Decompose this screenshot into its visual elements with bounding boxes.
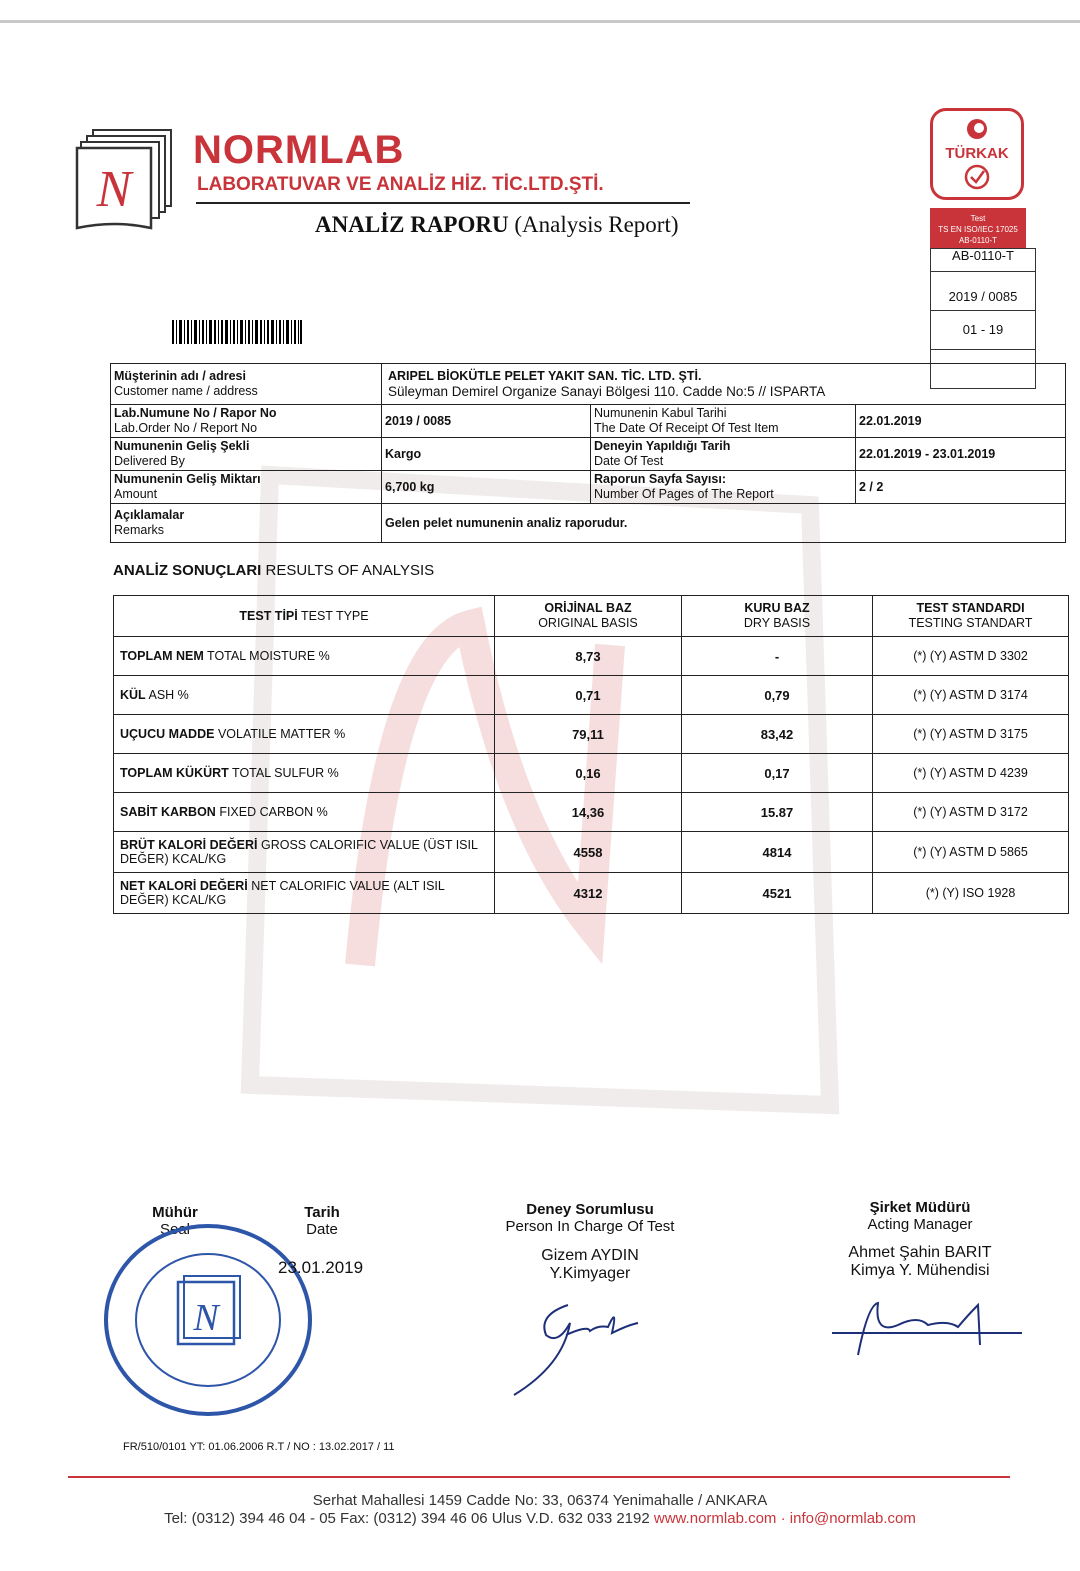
form-code: FR/510/0101 YT: 01.06.2006 R.T / NO : 13.02.2017 / 11 — [123, 1441, 395, 1453]
results-title-en: RESULTS OF ANALYSIS — [265, 562, 435, 579]
pages-label-en: Number Of Pages of The Report — [594, 487, 774, 501]
customer-name: ARIPEL BİOKÜTLE PELET YAKIT SAN. TİC. LTD. ŞTİ. — [388, 368, 702, 383]
row-name-en: TOTAL MOISTURE % — [207, 649, 330, 663]
table-row — [114, 754, 1069, 793]
phone-fax: Tel: (0312) 394 46 04 - 05 Fax: (0312) 394 46 06 Ulus V.D. 632 033 2192 — [164, 1510, 650, 1527]
col-test-standard — [873, 596, 1069, 637]
testdate-label-tr: Deneyin Yapıldığı Tarih — [594, 439, 731, 453]
row-name-en: NET CALORIFIC VALUE (ALT ISIL DEĞER) KCAL/KG — [120, 879, 445, 907]
info-row-delivered — [111, 438, 1066, 471]
info-row-customer — [111, 364, 1066, 405]
order-label — [111, 405, 382, 438]
row-test-name — [114, 715, 495, 754]
testdate-value: 22.01.2019 - 23.01.2019 — [856, 438, 1066, 471]
receipt-label-tr: Numunenin Kabul Tarihi — [594, 406, 727, 420]
tester-role-en: Person In Charge Of Test — [505, 1218, 675, 1235]
results-table — [113, 595, 1069, 914]
top-border — [0, 20, 1080, 23]
results-section-title — [113, 562, 434, 579]
col-original-en: ORIGINAL BASIS — [538, 616, 638, 630]
pages-label — [591, 471, 856, 504]
row-standard: (*) (Y) ASTM D 3172 — [873, 793, 1069, 832]
manager-signature — [828, 1295, 1028, 1360]
row-name-tr: TOPLAM KÜKÜRT — [120, 766, 229, 780]
col-standard-tr: TEST STANDARDI — [916, 601, 1025, 615]
row-name-tr: NET KALORİ DEĞERİ — [120, 879, 248, 893]
report-title-en: (Analysis Report) — [514, 212, 679, 237]
info-row-amount — [111, 471, 1066, 504]
barcode-icon — [172, 320, 302, 344]
testdate-label — [591, 438, 856, 471]
row-test-name — [114, 873, 495, 914]
tester-name: Gizem AYDIN — [541, 1247, 639, 1264]
date-label-en: Date — [306, 1221, 338, 1238]
accreditation-code: AB-0110-T — [931, 249, 1035, 272]
email-link[interactable]: info@normlab.com — [789, 1510, 916, 1527]
accreditation-page-code: 01 - 19 — [931, 311, 1035, 350]
row-dry: 15.87 — [682, 793, 873, 832]
row-standard: (*) (Y) ISO 1928 — [873, 873, 1069, 914]
row-standard: (*) (Y) ASTM D 5865 — [873, 832, 1069, 873]
customer-label-tr: Müşterinin adı / adresi — [114, 369, 246, 383]
remarks-label — [111, 504, 382, 543]
tester-signature — [508, 1295, 648, 1400]
row-name-tr: BRÜT KALORİ DEĞERİ — [120, 838, 258, 852]
report-date: 23.01.2019 — [278, 1258, 364, 1277]
row-standard: (*) (Y) ASTM D 3175 — [873, 715, 1069, 754]
customer-address: Süleyman Demirel Organize Sanayi Bölgesi 110. Cadde No:5 // ISPARTA — [388, 383, 826, 399]
turkak-logo-text: TÜRKAK — [945, 145, 1009, 162]
remarks-label-tr: Açıklamalar — [114, 508, 185, 522]
customer-info-table — [110, 363, 1066, 543]
footer-divider — [68, 1476, 1010, 1478]
manager-title: Kimya Y. Mühendisi — [850, 1262, 990, 1279]
report-title — [315, 212, 679, 238]
col-test-type-tr: TEST TİPİ — [239, 608, 298, 623]
row-dry: 83,42 — [682, 715, 873, 754]
row-dry: 0,17 — [682, 754, 873, 793]
order-label-en: Lab.Order No / Report No — [114, 421, 258, 435]
date-label-tr: Tarih — [304, 1204, 340, 1221]
customer-label-en: Customer name / address — [114, 384, 258, 398]
table-row — [114, 676, 1069, 715]
row-original: 79,11 — [495, 715, 682, 754]
company-stamp-icon — [100, 1220, 316, 1420]
amount-label — [111, 471, 382, 504]
tester-role — [490, 1201, 690, 1235]
col-dry-tr: KURU BAZ — [744, 601, 810, 615]
row-dry: 0,79 — [682, 676, 873, 715]
row-name-en: FIXED CARBON % — [219, 805, 328, 819]
remarks-label-en: Remarks — [114, 523, 165, 537]
company-name: LABORATUVAR VE ANALİZ HİZ. TİC.LTD.ŞTİ. — [197, 174, 604, 195]
manager-role-en: Acting Manager — [867, 1216, 973, 1233]
brand-name: NORMLAB — [193, 128, 405, 172]
seal-label-en: Seal — [159, 1221, 191, 1238]
report-title-tr: ANALİZ RAPORU — [315, 212, 509, 237]
row-dry: 4814 — [682, 832, 873, 873]
receipt-value: 22.01.2019 — [856, 405, 1066, 438]
row-test-name — [114, 676, 495, 715]
accreditation-code-small: AB-0110-T — [958, 236, 998, 245]
table-row — [114, 873, 1069, 914]
col-test-type-en: TEST TYPE — [300, 608, 369, 623]
receipt-label — [591, 405, 856, 438]
seal-label-tr: Mühür — [152, 1204, 198, 1221]
delivered-label-en: Delivered By — [114, 454, 185, 468]
svg-text:N: N — [193, 1297, 219, 1339]
tester-role-tr: Deney Sorumlusu — [526, 1201, 654, 1218]
order-label-tr: Lab.Numune No / Rapor No — [114, 406, 277, 420]
order-value: 2019 / 0085 — [382, 405, 591, 438]
row-standard: (*) (Y) ASTM D 3302 — [873, 637, 1069, 676]
manager-name: Ahmet Şahin BARIT — [848, 1244, 992, 1261]
amount-label-en: Amount — [114, 487, 158, 501]
row-standard: (*) (Y) ASTM D 4239 — [873, 754, 1069, 793]
row-original: 0,16 — [495, 754, 682, 793]
col-dry-en: DRY BASIS — [743, 616, 811, 630]
delivered-label — [111, 438, 382, 471]
company-address: Serhat Mahallesi 1459 Cadde No: 33, 06374 Yenimahalle / ANKARA — [312, 1492, 768, 1509]
receipt-label-en: The Date Of Receipt Of Test Item — [594, 421, 779, 435]
turkak-badge — [930, 108, 1024, 200]
col-standard-en: TESTING STANDART — [908, 616, 1033, 630]
results-title-tr: ANALİZ SONUÇLARI — [113, 562, 262, 579]
table-row — [114, 715, 1069, 754]
row-test-name — [114, 832, 495, 873]
row-test-name — [114, 637, 495, 676]
accreditation-standard: TS EN ISO/IEC 17025 — [938, 225, 1018, 234]
pages-value: 2 / 2 — [856, 471, 1066, 504]
col-original-tr: ORİJİNAL BAZ — [544, 601, 632, 615]
table-row — [114, 637, 1069, 676]
svg-text:N: N — [96, 161, 132, 218]
col-original-basis — [495, 596, 682, 637]
row-test-name — [114, 754, 495, 793]
row-name-en: VOLATILE MATTER % — [217, 727, 346, 741]
customer-label — [111, 364, 382, 405]
delivered-value: Kargo — [382, 438, 591, 471]
customer-value — [382, 364, 1066, 405]
tester-title: Y.Kimyager — [549, 1265, 631, 1282]
col-dry-basis — [682, 596, 873, 637]
row-standard: (*) (Y) ASTM D 3174 — [873, 676, 1069, 715]
info-row-remarks — [111, 504, 1066, 543]
row-name-tr: UÇUCU MADDE — [120, 727, 215, 741]
contact-line — [0, 1510, 1080, 1527]
results-header-row — [114, 596, 1069, 637]
row-original: 4312 — [495, 873, 682, 914]
row-name-tr: KÜL — [120, 688, 146, 702]
accreditation-band — [930, 208, 1026, 248]
row-original: 8,73 — [495, 637, 682, 676]
website-link[interactable]: www.normlab.com — [653, 1510, 777, 1527]
row-test-name — [114, 793, 495, 832]
manager-role-tr: Şirket Müdürü — [869, 1199, 971, 1216]
row-original: 14,36 — [495, 793, 682, 832]
col-test-type — [114, 596, 495, 637]
amount-label-tr: Numunenin Geliş Miktarı — [114, 472, 261, 486]
brand-divider — [196, 202, 690, 204]
tester-info — [490, 1247, 690, 1283]
remarks-value: Gelen pelet numunenin analiz raporudur. — [382, 504, 1066, 543]
testdate-label-en: Date Of Test — [594, 454, 664, 468]
row-name-tr: TOPLAM NEM — [120, 649, 204, 663]
row-original: 0,71 — [495, 676, 682, 715]
row-name-en: GROSS CALORIFIC VALUE (ÜST ISIL DEĞER) KCAL/KG — [120, 838, 478, 866]
row-original: 4558 — [495, 832, 682, 873]
delivered-label-tr: Numunenin Geliş Şekli — [114, 439, 250, 453]
contact-separator: · — [776, 1510, 790, 1527]
row-name-en: ASH % — [148, 688, 189, 702]
pages-label-tr: Raporun Sayfa Sayısı: — [594, 472, 726, 486]
normlab-logo-icon — [75, 128, 175, 232]
table-row — [114, 832, 1069, 873]
accreditation-test: Test — [970, 214, 986, 223]
accreditation-report-no: 2019 / 0085 — [931, 272, 1035, 311]
manager-info — [820, 1244, 1020, 1280]
row-name-en: TOTAL SULFUR % — [232, 766, 339, 780]
table-row — [114, 793, 1069, 832]
info-row-order — [111, 405, 1066, 438]
row-dry: - — [682, 637, 873, 676]
row-dry: 4521 — [682, 873, 873, 914]
manager-role — [820, 1199, 1020, 1233]
amount-value: 6,700 kg — [382, 471, 591, 504]
row-name-tr: SABİT KARBON — [120, 805, 216, 819]
